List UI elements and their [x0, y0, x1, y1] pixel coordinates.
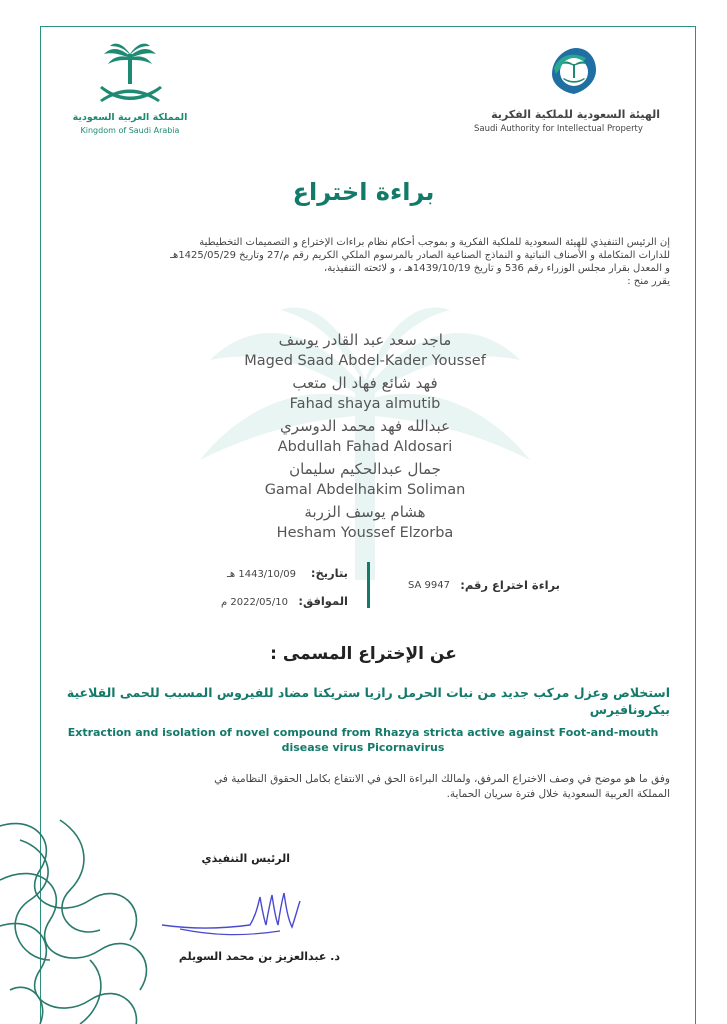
patent-number-label: براءة اختراع رقم:: [460, 578, 560, 592]
closing-text: [56, 772, 670, 802]
inventor-name-en: Maged Saad Abdel-Kader Youssef: [244, 353, 486, 369]
inventor-item: [190, 502, 540, 545]
date-label: بتاريخ:: [310, 566, 348, 580]
invention-section-title: عن الإختراع المسمى :: [270, 644, 457, 664]
palm-swords-emblem-icon: [70, 40, 190, 112]
ksa-name-en: Kingdom of Saudi Arabia: [80, 126, 180, 135]
closing-line-2: المملكة العربية السعودية خلال فترة سريان الحماية.: [446, 788, 670, 800]
ksa-logo: [70, 40, 190, 140]
page-title: براءة اختراع: [292, 178, 435, 206]
inventor-name-en: Fahad shaya almutib: [289, 396, 441, 412]
authority-name-ar: الهيئة السعودية للملكية الفكرية: [491, 108, 660, 121]
corresponding-date-label: الموافق:: [298, 594, 348, 608]
inventors-list: [190, 330, 540, 545]
inventor-name-ar: عبدالله فهد محمد الدوسري: [279, 417, 451, 435]
inventor-name-ar: هشام يوسف الزربة: [304, 503, 426, 521]
inventor-item: [190, 330, 540, 373]
executive-title: الرئيس التنفيذي: [201, 852, 290, 865]
preamble-line-1: إن الرئيس التنفيذي للهيئة السعودية للملكية الفكرية و بموجب أحكام نظام براءات الإختراع و التصميمات التخطيطية: [199, 237, 670, 248]
inventor-name-en: Abdullah Fahad Aldosari: [277, 439, 453, 455]
closing-line-1: وفق ما هو موضح في وصف الاختراع المرفق، ولمالك البراءة الحق في الانتفاع بكامل الحقوق النظامية في: [214, 773, 670, 785]
date-value: 1443/10/09 هـ: [226, 569, 296, 580]
inventor-name-en: Gamal Abdelhakim Soliman: [264, 482, 466, 498]
inventor-name-ar: فهد شائع فهاد ال متعب: [292, 374, 438, 392]
inventor-name-ar: ماجد سعد عبد القادر يوسف: [278, 331, 452, 349]
preamble: [54, 236, 670, 288]
preamble-line-4: يقرر منح :: [627, 276, 670, 287]
invention-title-en: Extraction and isolation of novel compound from Rhazya stricta active against Foot-and-mouth disease virus Picornavirus: [67, 726, 659, 754]
authority-name-en: Saudi Authority for Intellectual Property: [474, 124, 643, 134]
inventor-item: [190, 373, 540, 416]
saip-emblem-icon: [470, 44, 670, 100]
ksa-name-ar: المملكة العربية السعودية: [72, 112, 188, 123]
inventor-name-ar: جمال عبدالحكيم سليمان: [289, 460, 441, 478]
patent-number-value: SA 9947: [408, 580, 451, 591]
invention-title-ar: استخلاص وعزل مركب جديد من نبات الحرمل رازيا ستريكتا مضاد للفيروس المسبب للحمى القلاعية بيكرونافيرس: [66, 685, 670, 717]
signatory-name: د. عبدالعزيز بن محمد السويلم: [178, 950, 340, 963]
preamble-line-2: للدارات المتكاملة و الأصناف النباتية و النماذج الصناعية الصادر بالمرسوم الملكي الكريم رقم م/27 وتاريخ 1425/05/29هـ: [170, 250, 670, 261]
inventor-name-en: Hesham Youssef Elzorba: [276, 525, 454, 541]
decorative-pattern: [0, 810, 160, 1024]
inventor-item: [190, 459, 540, 502]
corresponding-date-value: 2022/05/10 م: [220, 597, 288, 608]
inventor-item: [190, 416, 540, 459]
saip-logo: [470, 44, 670, 140]
divider: [367, 562, 370, 608]
signature: [160, 885, 310, 945]
preamble-line-3: و المعدل بقرار مجلس الوزراء رقم 536 و تاريخ 1439/10/19هـ ، و لائحته التنفيذية،: [324, 263, 670, 274]
